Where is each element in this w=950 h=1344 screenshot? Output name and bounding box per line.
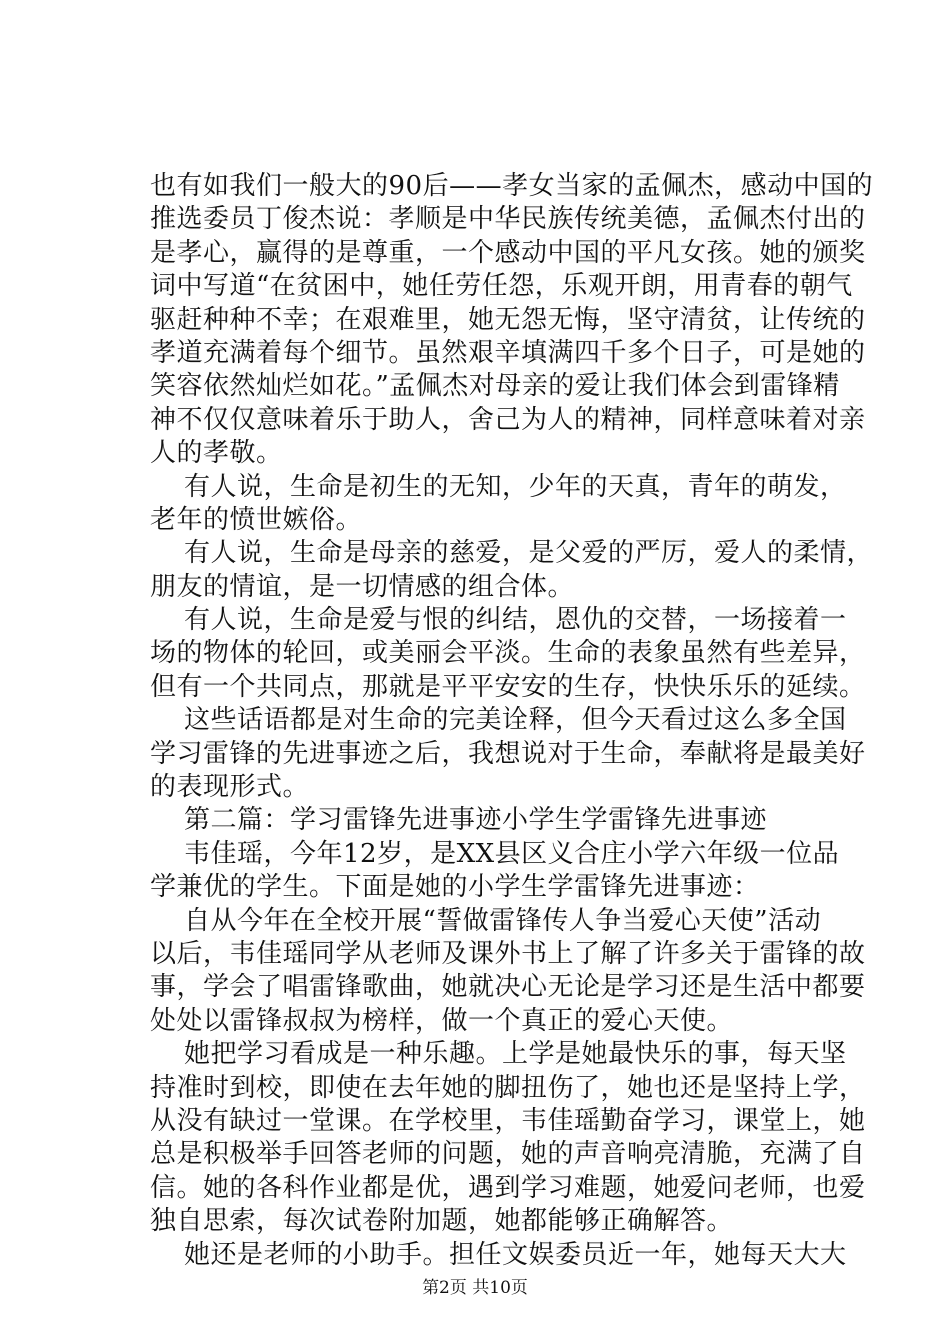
text-line: 的表现形式。 [150,772,310,803]
text-line: 驱赶种种不幸；在艰难里，她无怨无悔，坚守清贫，让传统的 [150,304,866,335]
text-line: 从没有缺过一堂课。在学校里，韦佳瑶勤奋学习，课堂上，她 [150,1105,866,1136]
text-line: 神不仅仅意味着乐于助人，舍己为人的精神，同样意味着对亲 [150,404,866,435]
text-line: 推选委员丁俊杰说：孝顺是中华民族传统美德，孟佩杰付出的 [150,204,866,235]
text-line: 有人说，生命是初生的无知，少年的天真，青年的萌发， [184,471,847,502]
text-line: 是孝心，赢得的是尊重，一个感动中国的平凡女孩。她的颁奖 [150,237,866,268]
text-line: 独自思索，每次试卷附加题，她都能够正确解答。 [150,1206,734,1237]
text-line: 韦佳瑶，今年12岁，是XX县区义合庄小学六年级一位品 [184,838,840,869]
text-line: 笑容依然灿烂如花。”孟佩杰对母亲的爱让我们体会到雷锋精 [150,371,840,402]
text-line: 有人说，生命是母亲的慈爱，是父爱的严厉，爱人的柔情， [184,538,874,569]
text-line: 以后，韦佳瑶同学从老师及课外书上了解了许多关于雷锋的故 [150,938,866,969]
text-line: 人的孝敬。 [150,438,283,469]
text-line: 她还是老师的小助手。担任文娱委员近一年，她每天大大 [184,1239,847,1270]
text-line: 孝道充满着每个细节。虽然艰辛填满四千多个日子，可是她的 [150,337,866,368]
section-heading: 第二篇：学习雷锋先进事迹小学生学雷锋先进事迹 [184,805,768,836]
document-body [150,170,874,1272]
text-line: 事，学会了唱雷锋歌曲，她就决心无论是学习还是生活中都要 [150,972,866,1003]
text-line: 自从今年在全校开展“誓做雷锋传人争当爱心天使”活动 [184,905,822,936]
text-line: 老年的愤世嫉俗。 [150,504,363,535]
text-line: 场的物体的轮回，或美丽会平淡。生命的表象虽然有些差异， [150,638,866,669]
text-line: 总是积极举手回答老师的问题，她的声音响亮清脆，充满了自 [150,1139,866,1170]
text-line: 词中写道“在贫困中，她任劳任怨，乐观开朗，用青春的朝气 [150,271,853,302]
text-line: 学习雷锋的先进事迹之后，我想说对于生命，奉献将是最美好 [150,738,866,769]
text-line: 朋友的情谊，是一切情感的组合体。 [150,571,575,602]
text-line: 这些话语都是对生命的完美诠释，但今天看过这么多全国 [184,705,847,736]
page-number-footer: 第2页 共10页 [422,1278,528,1298]
text-line: 持准时到校，即使在去年她的脚扭伤了，她也还是坚持上学， [150,1072,866,1103]
text-line: 她把学习看成是一种乐趣。上学是她最快乐的事，每天坚 [184,1039,847,1070]
text-line: 也有如我们一般大的90后——孝女当家的孟佩杰，感动中国的 [150,171,874,201]
text-line: 信。她的各科作业都是优，遇到学习难题，她爱问老师，也爱 [150,1172,866,1203]
text-line: 但有一个共同点，那就是平平安安的生存，快快乐乐的延续。 [150,671,866,702]
text-line: 有人说，生命是爱与恨的纠结，恩仇的交替，一场接着一 [184,605,847,636]
text-line: 处处以雷锋叔叔为榜样，做一个真正的爱心天使。 [150,1005,734,1036]
text-line: 学兼优的学生。下面是她的小学生学雷锋先进事迹： [150,872,760,903]
